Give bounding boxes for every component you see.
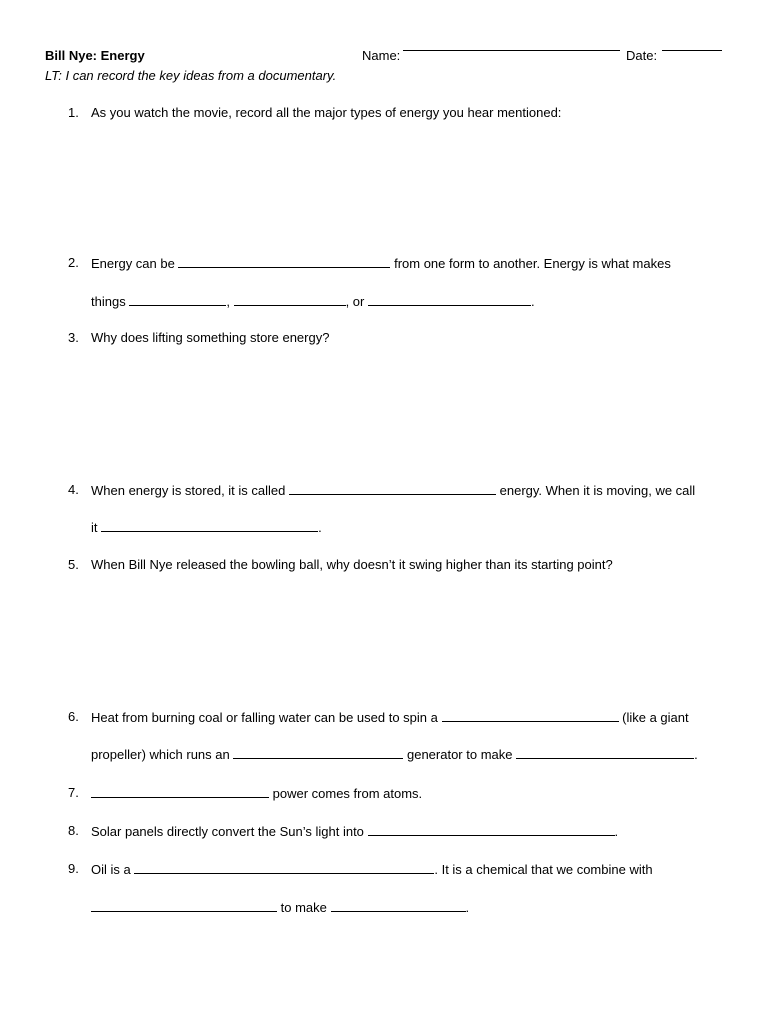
question-text: Energy can be: [91, 256, 175, 271]
answer-blank[interactable]: [442, 709, 619, 722]
answer-blank[interactable]: [129, 293, 226, 306]
question-number: 1.: [68, 105, 79, 120]
answer-blank[interactable]: [368, 293, 531, 306]
question-text: .: [614, 824, 619, 839]
question-text: , or: [345, 294, 365, 309]
answer-blank[interactable]: [91, 785, 269, 798]
question-text: .: [531, 294, 535, 309]
question-text: Solar panels directly convert the Sun’s light into: [91, 824, 364, 839]
question-text: . It is a chemical that we combine with: [434, 862, 653, 877]
answer-blank[interactable]: [178, 255, 390, 268]
question-text: it: [91, 520, 98, 535]
question-number: 2.: [68, 255, 79, 270]
question-text: .: [465, 900, 470, 915]
answer-blank[interactable]: [233, 746, 403, 759]
question-text: Heat from burning coal or falling water can be used to spin a: [91, 710, 438, 725]
answer-blank[interactable]: [516, 746, 694, 759]
question-number: 5.: [68, 557, 79, 572]
question-text: things: [91, 294, 126, 309]
question-text: from one form to another. Energy is what makes: [394, 256, 671, 271]
answer-blank[interactable]: [289, 482, 496, 495]
question-text: power comes from atoms.: [272, 786, 423, 801]
question-text: Why does lifting something store energy?: [91, 330, 330, 345]
answer-blank[interactable]: [101, 519, 318, 532]
answer-blank[interactable]: [331, 899, 466, 912]
answer-blank[interactable]: [134, 861, 434, 874]
answer-blank[interactable]: [368, 823, 615, 836]
question-text: When energy is stored, it is called: [91, 483, 286, 498]
name-label: Name:: [362, 48, 401, 63]
question-text: .: [694, 747, 698, 762]
question-text: to make: [280, 900, 327, 915]
question-text: generator to make: [406, 747, 513, 762]
question-number: 8.: [68, 823, 79, 838]
question-number: 4.: [68, 482, 79, 497]
question-text: When Bill Nye released the bowling ball, why doesn’t it swing higher than its starting point?: [91, 557, 613, 572]
date-label: Date:: [626, 48, 658, 63]
question-number: 7.: [68, 785, 79, 800]
question-number: 6.: [68, 709, 79, 724]
answer-blank[interactable]: [91, 899, 277, 912]
question-text: As you watch the movie, record all the major types of energy you hear mentioned:: [91, 105, 562, 120]
date-field[interactable]: [662, 50, 722, 51]
question-text: ,: [226, 294, 230, 309]
question-text: .: [318, 520, 322, 535]
answer-blank[interactable]: [234, 293, 346, 306]
learning-target: LT: I can record the key ideas from a documentary.: [45, 68, 337, 83]
question-text: energy. When it is moving, we call: [499, 483, 696, 498]
question-text: propeller) which runs an: [91, 747, 230, 762]
question-number: 9.: [68, 861, 79, 876]
name-field[interactable]: [403, 50, 620, 51]
question-text: (like a giant: [622, 710, 689, 725]
worksheet-title: Bill Nye: Energy: [45, 48, 145, 63]
question-number: 3.: [68, 330, 79, 345]
question-text: Oil is a: [91, 862, 131, 877]
